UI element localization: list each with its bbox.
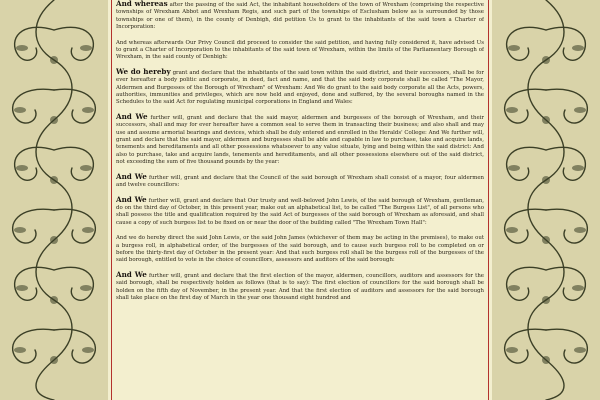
right-red-rule [488,0,489,400]
paragraph-lead: And We [116,194,147,204]
paragraph [116,233,484,264]
paragraph [116,68,484,106]
paragraph-lead: And We [116,270,147,280]
paragraph-body: further will, grant and declare that the said mayor, aldermen and burgesses of the borough of Wrexham, and their successors, shall and may for ever hereafter have a common seal to serve them in transacting their business; and also shall and may use and assume armorial bearings and devices, which shall be duly entered and enrolled in the Heralds' College: And We further will, grant and declare that the said mayor, aldermen and burgesses shall be able and capable in law to purchase, take and acquire lands, tenements and hereditaments and all other possessions whatsoever to any value situate, lying and being within the said district: And also to purchase, take and acquire lands, tenements and hereditaments, and all other possessions elsewhere out of the said district, not exceeding the sum of five thousand pounds by the year: [116,115,484,165]
acanthus-scroll-icon [492,0,600,400]
paragraph [116,173,484,190]
paragraph-lead: And We [116,171,147,181]
paragraph-lead: And We [116,112,148,122]
paragraph [116,0,484,31]
paragraph [116,196,484,227]
charter-text [116,0,484,400]
paragraph-body: And we do hereby direct the said John Lewis, or the said John James (whichever of them may be acting in the premises), to make out a burgess roll, in alphabetical order, of the burgesses of the said borough, and to cause such burgess roll to be completed on or before the thirty-first day of October in the present year: And that such burgess roll shall be the burgess roll of the burgesses of the said borough, entitled to vote in the choice of councillors, assessors and auditors of the said borough: [116,235,484,264]
paragraph-lead: We do hereby [116,67,171,77]
left-red-rule [111,0,112,400]
paragraph-body: grant and declare that the inhabitants of the said town within the said district, and their successors, shall be for ever hereafter a body politic and corporate, in deed, fact and name, and that the said body corporate shall be called "The Mayor, Aldermen and Burgesses of the Borough of Wrexham" of Wrexham: And We do grant to the said body corporate all the Acts, powers, authorities, immunities and privileges, which are now held and enjoyed, done and suffered, by the several boroughs named in the Schedules to the said Act for regulating municipal corporations in England and Wales: [116,70,484,106]
paragraph-body: further will, grant and declare that the Council of the said borough of Wrexham shall consist of a mayor, four aldermen and twelve councillors: [116,174,484,188]
paragraph-body: further will, grant and declare that the first election of the mayor, aldermen, councillors, auditors and assessors for the said borough, shall be respectively holden as follows (that is to say): The first election of councillors for the said borough shall be holden on the fifth day of November, in the present year. And that the first election of auditors and assessors for the said borough shall take place on the first day of March in the year one thousand eight hundred and [116,273,484,301]
paragraph-lead: And whereas [116,0,168,8]
paragraph [116,113,484,166]
right-ornamental-border [492,0,600,400]
paragraph [116,38,484,62]
paragraph-body: after the passing of the said Act, the inhabitant householders of the town of Wrexham (comprising the respective townships of Wrexham Abbot and Wrexham Regis, and such part of the townships of Esclusham below as is surrounded by those townships or one of them), in the county of Denbigh, did petition Us to grant to the inhabitants of the said town a Charter of Incorporation: [116,2,484,30]
paragraph-body: And whereas afterwards Our Privy Council did proceed to consider the said petition, and having fully considered it, have advised Us to grant a Charter of Incorporation to the inhabitants of the said town of Wrexham, within the limits of the Parliamentary Borough of Wrexham, in the said county of Denbigh: [116,39,484,61]
paragraph-body: further will, grant and declare that Our trusty and well-beloved John Lewis, of the said borough of Wrexham, gentleman, do on the third day of October, in this present year, make out an alphabetical list, to be called "The Burgess List", of all persons who shall possess the title and qualification required by the said Act of burgesses of the said borough of Wrexham as aforesaid, and shall cause a copy of such burgess list to be fixed on or near the door of the building called "The Wrexham Town Hall": [116,197,484,226]
acanthus-scroll-icon [0,0,108,400]
paragraph [116,271,484,302]
left-ornamental-border [0,0,108,400]
